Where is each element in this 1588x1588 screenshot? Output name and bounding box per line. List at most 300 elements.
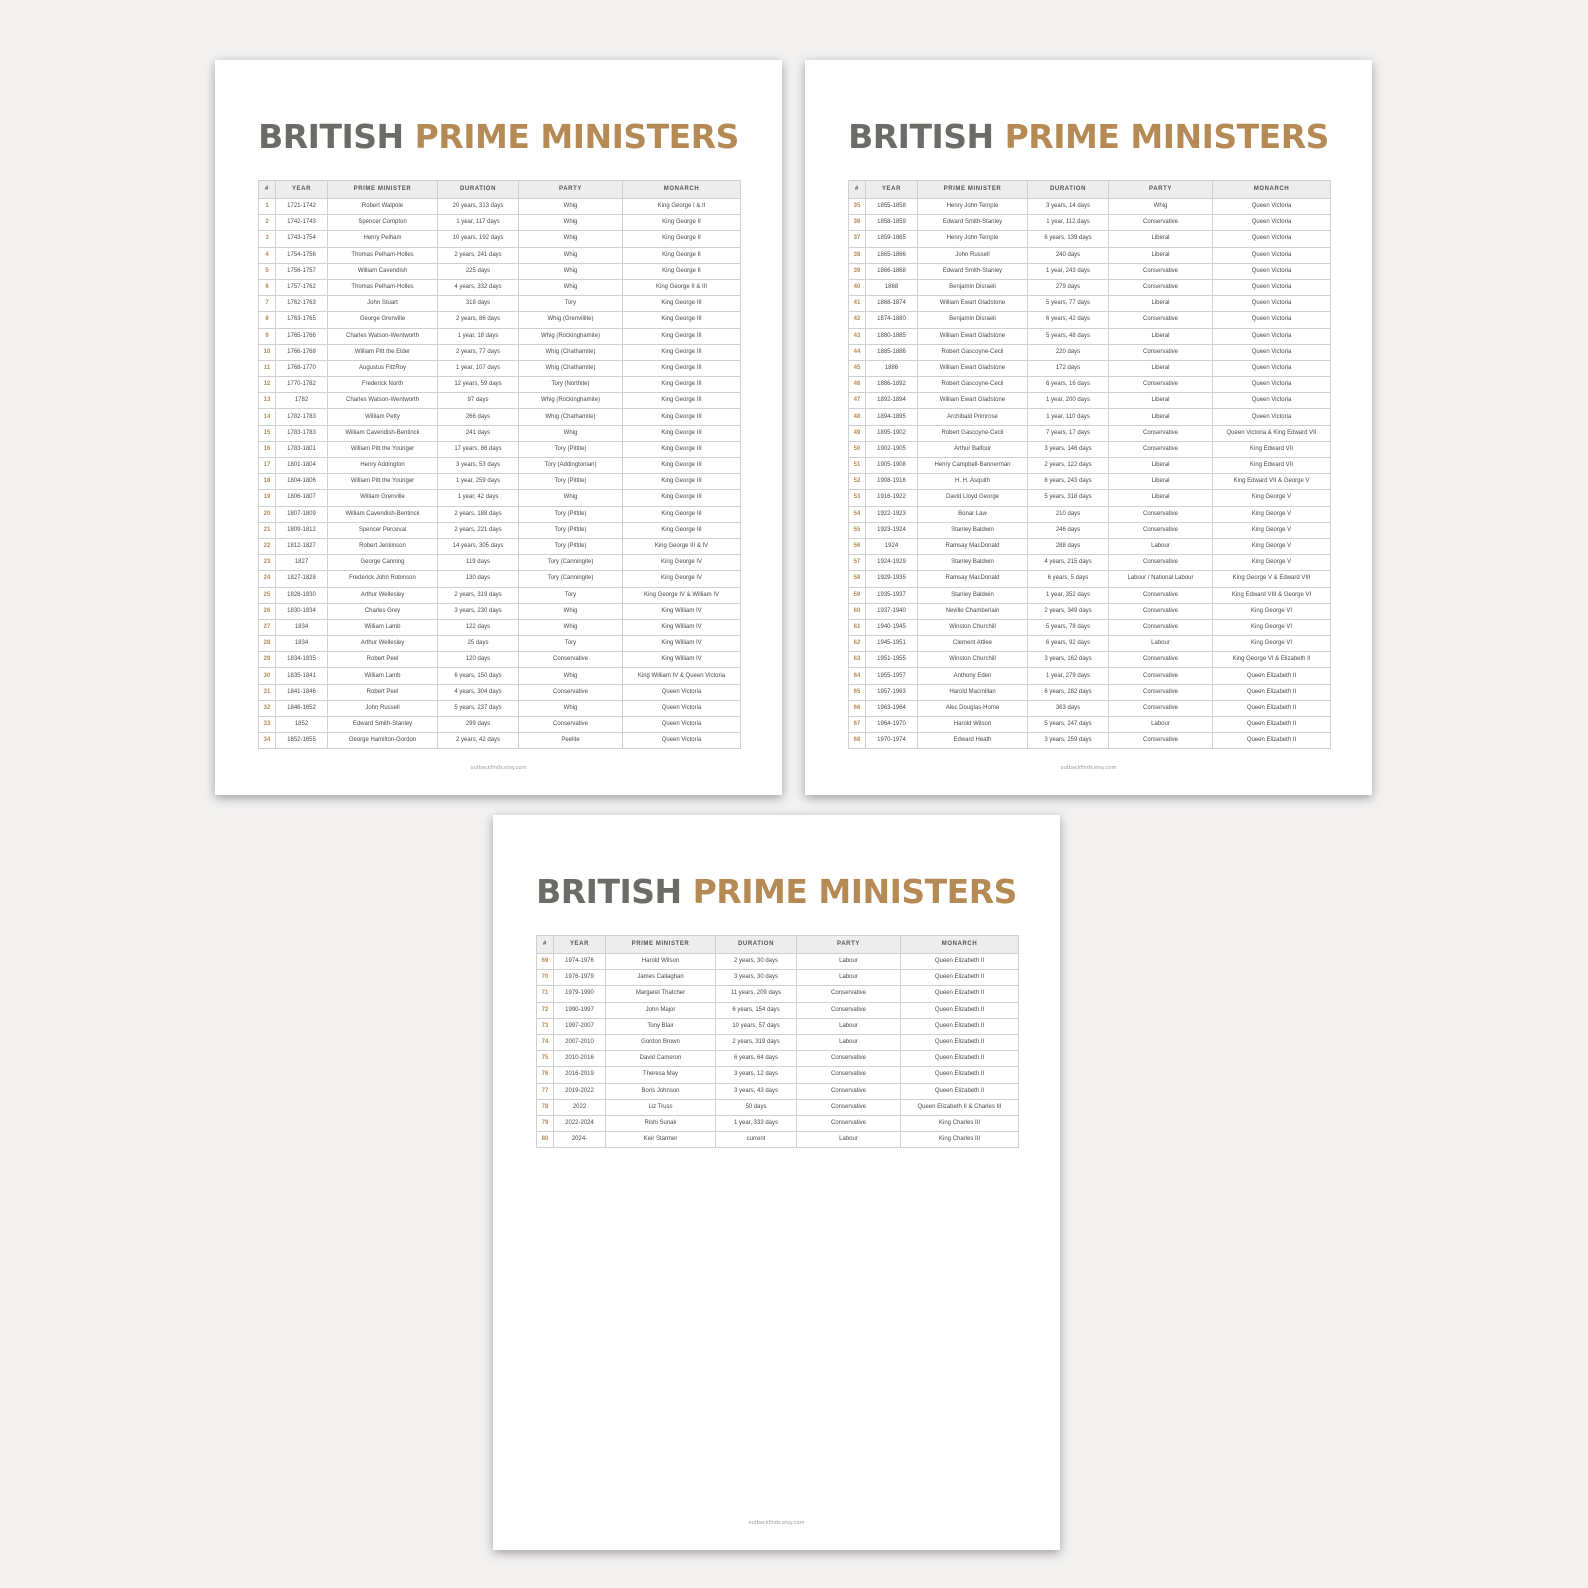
- col-header-monarch: MONARCH: [901, 936, 1019, 954]
- table-row: [259, 458, 741, 474]
- row-prime-minister: Neville Chamberlain: [918, 603, 1028, 619]
- row-prime-minister: Stanley Baldwin: [918, 587, 1028, 603]
- row-number: 46: [849, 377, 866, 393]
- row-monarch: King George II: [623, 215, 741, 231]
- row-year: 1886: [866, 360, 918, 376]
- row-year: 1834: [276, 619, 328, 635]
- row-number: 27: [259, 619, 276, 635]
- row-monarch: Queen Victoria: [623, 684, 741, 700]
- row-monarch: King William IV: [623, 619, 741, 635]
- row-monarch: Queen Victoria: [623, 733, 741, 749]
- row-party: Conservative: [797, 1002, 901, 1018]
- table-row: [259, 700, 741, 716]
- row-prime-minister: Spencer Compton: [328, 215, 438, 231]
- row-duration: 12 years, 59 days: [438, 377, 519, 393]
- row-year: 1865-1866: [866, 247, 918, 263]
- page-title: BRITISH PRIME MINISTERS: [258, 117, 739, 156]
- row-duration: 97 days: [438, 393, 519, 409]
- row-year: 2022: [554, 1099, 606, 1115]
- row-monarch: King Edward VIII & George VI: [1213, 587, 1331, 603]
- row-prime-minister: Robert Gascoyne-Cecil: [918, 377, 1028, 393]
- row-party: Conservative: [1109, 587, 1213, 603]
- row-duration: 2 years, 30 days: [716, 954, 797, 970]
- table-row: [537, 1034, 1019, 1050]
- row-number: 67: [849, 717, 866, 733]
- row-prime-minister: Benjamin Disraeli: [918, 312, 1028, 328]
- row-duration: 5 years, 237 days: [438, 700, 519, 716]
- footer-url: outbackfinds.etsy.com: [748, 1520, 805, 1526]
- row-duration: 1 year, 243 days: [1028, 263, 1109, 279]
- row-party: Labour: [1109, 717, 1213, 733]
- row-prime-minister: Henry John Temple: [918, 199, 1028, 215]
- row-monarch: Queen Victoria: [1213, 344, 1331, 360]
- row-monarch: Queen Victoria: [623, 717, 741, 733]
- row-number: 23: [259, 555, 276, 571]
- row-party: Tory (Pittite): [519, 441, 623, 457]
- row-number: 66: [849, 700, 866, 716]
- row-year: 1990-1997: [554, 1002, 606, 1018]
- table-row: [259, 393, 741, 409]
- row-year: 1855-1858: [866, 199, 918, 215]
- table-row: [259, 296, 741, 312]
- table-header-row: [537, 936, 1019, 954]
- row-monarch: Queen Elizabeth II: [1213, 684, 1331, 700]
- row-duration: 225 days: [438, 263, 519, 279]
- row-monarch: Queen Elizabeth II & Charles III: [901, 1099, 1019, 1115]
- row-party: Tory: [519, 636, 623, 652]
- row-year: 1834: [276, 636, 328, 652]
- table-row: [537, 1083, 1019, 1099]
- row-number: 35: [849, 199, 866, 215]
- row-monarch: Queen Victoria: [1213, 409, 1331, 425]
- row-party: Conservative: [1109, 279, 1213, 295]
- row-year: 1783-1783: [276, 425, 328, 441]
- table-row: [259, 247, 741, 263]
- row-party: Labour: [1109, 538, 1213, 554]
- col-header-number: #: [849, 181, 866, 199]
- row-prime-minister: George Canning: [328, 555, 438, 571]
- row-year: 1937-1940: [866, 603, 918, 619]
- row-number: 60: [849, 603, 866, 619]
- table-row: [849, 360, 1331, 376]
- row-year: 1924: [866, 538, 918, 554]
- row-number: 80: [537, 1132, 554, 1148]
- table-row: [849, 344, 1331, 360]
- row-number: 54: [849, 506, 866, 522]
- col-header-monarch: MONARCH: [1213, 181, 1331, 199]
- row-party: Conservative: [1109, 700, 1213, 716]
- table-row: [849, 199, 1331, 215]
- row-prime-minister: Robert Jenkinson: [328, 538, 438, 554]
- row-number: 7: [259, 296, 276, 312]
- row-party: Conservative: [797, 1083, 901, 1099]
- row-party: Whig: [1109, 199, 1213, 215]
- row-duration: 14 years, 305 days: [438, 538, 519, 554]
- row-party: Whig (Rockinghamite): [519, 393, 623, 409]
- row-prime-minister: William Ewart Gladstone: [918, 328, 1028, 344]
- row-number: 9: [259, 328, 276, 344]
- row-number: 20: [259, 506, 276, 522]
- row-duration: 3 years, 43 days: [716, 1083, 797, 1099]
- col-header-duration: DURATION: [716, 936, 797, 954]
- row-party: Liberal: [1109, 490, 1213, 506]
- row-duration: 3 years, 230 days: [438, 603, 519, 619]
- row-year: 2016-2019: [554, 1067, 606, 1083]
- row-number: 69: [537, 954, 554, 970]
- row-year: 1974-1976: [554, 954, 606, 970]
- row-party: Conservative: [1109, 425, 1213, 441]
- row-number: 12: [259, 377, 276, 393]
- table-row: [259, 506, 741, 522]
- col-header-year: YEAR: [866, 181, 918, 199]
- row-duration: 3 years, 30 days: [716, 970, 797, 986]
- row-prime-minister: Rishi Sunak: [606, 1115, 716, 1131]
- row-monarch: Queen Victoria: [1213, 279, 1331, 295]
- row-party: Whig (Chathamite): [519, 360, 623, 376]
- row-prime-minister: Liz Truss: [606, 1099, 716, 1115]
- row-party: Conservative: [1109, 603, 1213, 619]
- row-monarch: King George III: [623, 344, 741, 360]
- table-row: [259, 441, 741, 457]
- row-monarch: King George II: [623, 263, 741, 279]
- row-party: Labour: [797, 1018, 901, 1034]
- table-row: [259, 409, 741, 425]
- row-duration: 7 years, 17 days: [1028, 425, 1109, 441]
- row-prime-minister: Arthur Wellesley: [328, 587, 438, 603]
- row-number: 79: [537, 1115, 554, 1131]
- row-number: 72: [537, 1002, 554, 1018]
- row-party: Conservative: [1109, 619, 1213, 635]
- row-monarch: King George III: [623, 393, 741, 409]
- row-party: Peelite: [519, 733, 623, 749]
- page-title: BRITISH PRIME MINISTERS: [536, 872, 1017, 911]
- row-prime-minister: Bonar Law: [918, 506, 1028, 522]
- row-party: Liberal: [1109, 328, 1213, 344]
- row-duration: 2 years, 42 days: [438, 733, 519, 749]
- table-row: [849, 393, 1331, 409]
- row-monarch: King George III: [623, 458, 741, 474]
- row-monarch: Queen Elizabeth II: [1213, 668, 1331, 684]
- row-monarch: King George III: [623, 296, 741, 312]
- row-monarch: Queen Elizabeth II: [901, 986, 1019, 1002]
- row-party: Tory (Northite): [519, 377, 623, 393]
- row-monarch: Queen Victoria: [1213, 199, 1331, 215]
- table-row: [849, 441, 1331, 457]
- row-prime-minister: Edward Smith-Stanley: [328, 717, 438, 733]
- row-duration: 2 years, 319 days: [438, 587, 519, 603]
- row-prime-minister: Arthur Wellesley: [328, 636, 438, 652]
- row-number: 14: [259, 409, 276, 425]
- row-duration: 1 year, 112 days: [1028, 215, 1109, 231]
- row-prime-minister: Keir Starmer: [606, 1132, 716, 1148]
- row-party: Conservative: [1109, 441, 1213, 457]
- row-year: 1807-1809: [276, 506, 328, 522]
- row-prime-minister: Stanley Baldwin: [918, 522, 1028, 538]
- row-year: 1997-2007: [554, 1018, 606, 1034]
- row-year: 1858-1859: [866, 215, 918, 231]
- table-row: [849, 312, 1331, 328]
- row-year: 1874-1880: [866, 312, 918, 328]
- row-monarch: King Edward VII: [1213, 441, 1331, 457]
- row-duration: 2 years, 86 days: [438, 312, 519, 328]
- row-duration: 5 years, 247 days: [1028, 717, 1109, 733]
- row-party: Conservative: [1109, 684, 1213, 700]
- row-number: 8: [259, 312, 276, 328]
- row-year: 2024-: [554, 1132, 606, 1148]
- row-prime-minister: William Pitt the Younger: [328, 474, 438, 490]
- row-duration: 122 days: [438, 619, 519, 635]
- row-prime-minister: William Ewart Gladstone: [918, 393, 1028, 409]
- row-year: 1766-1768: [276, 344, 328, 360]
- table-header-row: [849, 181, 1331, 199]
- row-duration: 10 years, 192 days: [438, 231, 519, 247]
- table-row: [849, 571, 1331, 587]
- table-row: [849, 555, 1331, 571]
- row-number: 18: [259, 474, 276, 490]
- row-prime-minister: Boris Johnson: [606, 1083, 716, 1099]
- col-header-prime-minister: PRIME MINISTER: [328, 181, 438, 199]
- row-party: Whig: [519, 668, 623, 684]
- row-party: Labour / National Labour: [1109, 571, 1213, 587]
- row-year: 1763-1765: [276, 312, 328, 328]
- row-number: 26: [259, 603, 276, 619]
- row-year: 1902-1905: [866, 441, 918, 457]
- table-row: [849, 279, 1331, 295]
- row-number: 22: [259, 538, 276, 554]
- row-duration: 1 year, 259 days: [438, 474, 519, 490]
- row-number: 16: [259, 441, 276, 457]
- row-prime-minister: Robert Peel: [328, 652, 438, 668]
- row-monarch: King George V: [1213, 538, 1331, 554]
- col-header-monarch: MONARCH: [623, 181, 741, 199]
- row-duration: 3 years, 162 days: [1028, 652, 1109, 668]
- table-row: [849, 296, 1331, 312]
- row-number: 37: [849, 231, 866, 247]
- row-party: Labour: [1109, 636, 1213, 652]
- row-year: 1964-1970: [866, 717, 918, 733]
- row-duration: 25 days: [438, 636, 519, 652]
- row-party: Whig: [519, 231, 623, 247]
- row-year: 1835-1841: [276, 668, 328, 684]
- row-year: 1945-1951: [866, 636, 918, 652]
- row-year: 1721-1742: [276, 199, 328, 215]
- row-number: 40: [849, 279, 866, 295]
- row-monarch: King George III: [623, 490, 741, 506]
- row-party: Conservative: [797, 1099, 901, 1115]
- row-duration: 119 days: [438, 555, 519, 571]
- row-number: 36: [849, 215, 866, 231]
- row-number: 49: [849, 425, 866, 441]
- table-row: [849, 684, 1331, 700]
- row-party: Conservative: [1109, 506, 1213, 522]
- row-duration: 240 days: [1028, 247, 1109, 263]
- row-monarch: King George V: [1213, 490, 1331, 506]
- row-number: 74: [537, 1034, 554, 1050]
- row-monarch: Queen Elizabeth II: [901, 1034, 1019, 1050]
- row-year: 2022-2024: [554, 1115, 606, 1131]
- row-duration: 6 years, 42 days: [1028, 312, 1109, 328]
- row-number: 77: [537, 1083, 554, 1099]
- row-number: 52: [849, 474, 866, 490]
- row-prime-minister: Alec Douglas-Home: [918, 700, 1028, 716]
- row-party: Tory (Pittite): [519, 538, 623, 554]
- row-duration: 1 year, 110 days: [1028, 409, 1109, 425]
- row-number: 41: [849, 296, 866, 312]
- row-number: 62: [849, 636, 866, 652]
- row-year: 1935-1937: [866, 587, 918, 603]
- row-prime-minister: William Ewart Gladstone: [918, 360, 1028, 376]
- table-row: [259, 377, 741, 393]
- row-year: 1834-1835: [276, 652, 328, 668]
- row-monarch: Queen Victoria: [1213, 231, 1331, 247]
- row-year: 1846-1852: [276, 700, 328, 716]
- table-row: [537, 1067, 1019, 1083]
- row-duration: 299 days: [438, 717, 519, 733]
- table-row: [537, 1132, 1019, 1148]
- row-monarch: Queen Victoria & King Edward VII: [1213, 425, 1331, 441]
- row-number: 55: [849, 522, 866, 538]
- row-prime-minister: Benjamin Disraeli: [918, 279, 1028, 295]
- table-row: [259, 603, 741, 619]
- row-year: 1868: [866, 279, 918, 295]
- table-row: [537, 1018, 1019, 1034]
- table-row: [849, 328, 1331, 344]
- row-duration: 210 days: [1028, 506, 1109, 522]
- row-number: 39: [849, 263, 866, 279]
- row-prime-minister: Charles Watson-Wentworth: [328, 393, 438, 409]
- row-year: 1809-1812: [276, 522, 328, 538]
- row-party: Whig: [519, 700, 623, 716]
- row-monarch: King George III: [623, 425, 741, 441]
- row-party: Whig: [519, 199, 623, 215]
- row-monarch: King Charles III: [901, 1115, 1019, 1131]
- table-row: [259, 312, 741, 328]
- row-number: 25: [259, 587, 276, 603]
- row-party: Conservative: [519, 652, 623, 668]
- row-party: Whig: [519, 603, 623, 619]
- row-party: Labour: [797, 1034, 901, 1050]
- row-monarch: King George VI: [1213, 636, 1331, 652]
- row-prime-minister: Gordon Brown: [606, 1034, 716, 1050]
- row-number: 71: [537, 986, 554, 1002]
- row-year: 1922-1923: [866, 506, 918, 522]
- row-duration: 1 year, 107 days: [438, 360, 519, 376]
- row-party: Whig: [519, 619, 623, 635]
- row-number: 31: [259, 684, 276, 700]
- row-year: 1940-1945: [866, 619, 918, 635]
- row-year: 1880-1885: [866, 328, 918, 344]
- row-prime-minister: David Cameron: [606, 1051, 716, 1067]
- row-prime-minister: Clement Attlee: [918, 636, 1028, 652]
- row-prime-minister: Frederick John Robinson: [328, 571, 438, 587]
- row-party: Labour: [797, 970, 901, 986]
- table-row: [849, 377, 1331, 393]
- row-number: 47: [849, 393, 866, 409]
- row-monarch: Queen Victoria: [1213, 360, 1331, 376]
- row-monarch: Queen Elizabeth II: [901, 1018, 1019, 1034]
- row-monarch: King George V: [1213, 522, 1331, 538]
- table-row: [537, 1002, 1019, 1018]
- row-monarch: King George II & III: [623, 279, 741, 295]
- row-prime-minister: Winston Churchill: [918, 652, 1028, 668]
- row-duration: 2 years, 221 days: [438, 522, 519, 538]
- row-duration: 5 years, 78 days: [1028, 619, 1109, 635]
- row-monarch: King William IV: [623, 636, 741, 652]
- row-prime-minister: H. H. Asquith: [918, 474, 1028, 490]
- row-prime-minister: Henry Addington: [328, 458, 438, 474]
- row-duration: 10 years, 57 days: [716, 1018, 797, 1034]
- row-year: 1886-1892: [866, 377, 918, 393]
- row-party: Liberal: [1109, 296, 1213, 312]
- row-year: 1742-1743: [276, 215, 328, 231]
- row-number: 78: [537, 1099, 554, 1115]
- row-monarch: King Charles III: [901, 1132, 1019, 1148]
- table-row: [259, 425, 741, 441]
- row-party: Tory (Pittite): [519, 522, 623, 538]
- row-monarch: Queen Elizabeth II: [1213, 717, 1331, 733]
- prime-ministers-table: [848, 180, 1331, 749]
- table-row: [849, 587, 1331, 603]
- row-year: 1970-1974: [866, 733, 918, 749]
- row-year: 1806-1807: [276, 490, 328, 506]
- row-year: 1895-1902: [866, 425, 918, 441]
- row-number: 43: [849, 328, 866, 344]
- row-year: 1852: [276, 717, 328, 733]
- row-duration: 4 years, 304 days: [438, 684, 519, 700]
- row-duration: 6 years, 139 days: [1028, 231, 1109, 247]
- row-duration: 5 years, 77 days: [1028, 296, 1109, 312]
- row-monarch: King George II: [623, 231, 741, 247]
- row-party: Labour: [797, 954, 901, 970]
- table-row: [849, 247, 1331, 263]
- row-year: 1892-1894: [866, 393, 918, 409]
- page-title: BRITISH PRIME MINISTERS: [848, 117, 1329, 156]
- row-duration: 288 days: [1028, 538, 1109, 554]
- row-prime-minister: Ramsay MacDonald: [918, 538, 1028, 554]
- row-monarch: Queen Elizabeth II: [1213, 733, 1331, 749]
- row-number: 5: [259, 263, 276, 279]
- row-number: 50: [849, 441, 866, 457]
- row-duration: 3 years, 14 days: [1028, 199, 1109, 215]
- row-duration: 363 days: [1028, 700, 1109, 716]
- row-party: Tory (Pittite): [519, 474, 623, 490]
- row-number: 42: [849, 312, 866, 328]
- row-duration: 4 years, 332 days: [438, 279, 519, 295]
- row-monarch: King George I & II: [623, 199, 741, 215]
- row-year: 1765-1766: [276, 328, 328, 344]
- row-number: 21: [259, 522, 276, 538]
- row-duration: 120 days: [438, 652, 519, 668]
- row-duration: 8 years, 243 days: [1028, 474, 1109, 490]
- row-monarch: Queen Victoria: [1213, 247, 1331, 263]
- row-year: 1924-1929: [866, 555, 918, 571]
- row-monarch: Queen Elizabeth II: [1213, 700, 1331, 716]
- row-duration: 6 years, 150 days: [438, 668, 519, 684]
- row-monarch: Queen Victoria: [1213, 393, 1331, 409]
- table-row: [259, 490, 741, 506]
- row-number: 75: [537, 1051, 554, 1067]
- row-year: 1923-1924: [866, 522, 918, 538]
- row-monarch: King George V & Edward VIII: [1213, 571, 1331, 587]
- table-row: [849, 425, 1331, 441]
- row-year: 1957-1963: [866, 684, 918, 700]
- table-row: [259, 555, 741, 571]
- row-prime-minister: Edward Heath: [918, 733, 1028, 749]
- row-duration: 5 years, 48 days: [1028, 328, 1109, 344]
- row-duration: 241 days: [438, 425, 519, 441]
- row-year: 1770-1782: [276, 377, 328, 393]
- row-prime-minister: William Pitt the Elder: [328, 344, 438, 360]
